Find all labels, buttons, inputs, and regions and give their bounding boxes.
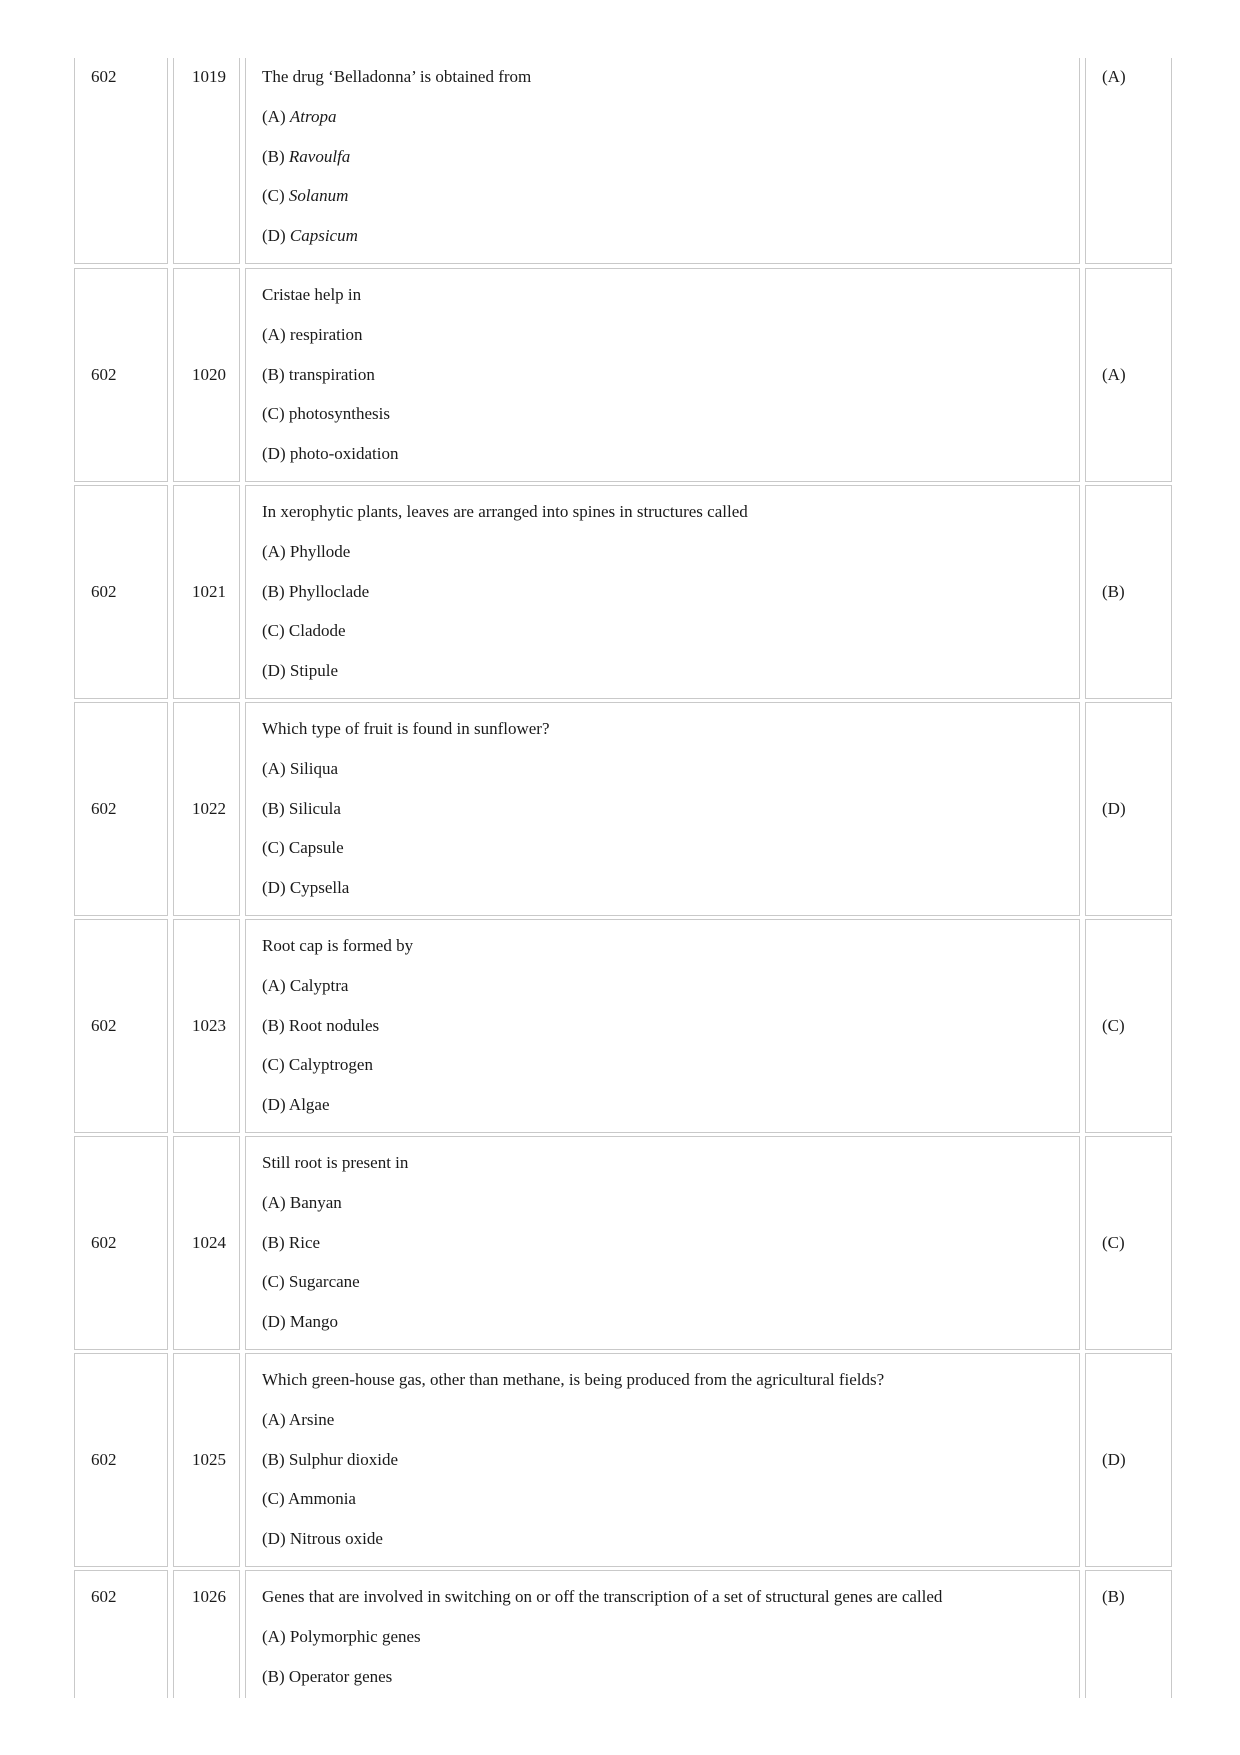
option-c: [262, 1489, 356, 1509]
question-number-cell: [173, 485, 240, 699]
option-a: [262, 1410, 334, 1430]
table-row: [74, 919, 1172, 1133]
table-row: [74, 1353, 1172, 1567]
option-label: (B): [262, 1666, 285, 1686]
answer-cell-text: (C): [1102, 1016, 1125, 1035]
question-cell: [245, 919, 1080, 1133]
subject-code-cell-text: 602: [91, 1450, 117, 1469]
subject-code-cell: [74, 702, 168, 916]
question-number-cell: [173, 58, 240, 264]
option-a: [262, 1193, 342, 1213]
question-text: Which green-house gas, other than methane, is being produced from the agricultural fields?: [262, 1370, 885, 1389]
answer-cell-text: (D): [1102, 799, 1126, 818]
subject-code-cell: [74, 919, 168, 1133]
option-a: [262, 1627, 421, 1647]
option-c: [262, 838, 344, 858]
option-b: [262, 147, 350, 167]
option-label: (D): [262, 878, 286, 898]
option-label: (B): [262, 581, 285, 601]
question-cell: [245, 58, 1080, 264]
option-label: (C): [262, 1489, 285, 1509]
option-text: Cypsella: [289, 878, 350, 898]
option-text: Calyptrogen: [288, 1055, 373, 1075]
subject-code-cell-text: 602: [91, 1016, 117, 1035]
option-label: (D): [262, 1095, 286, 1115]
option-c: [262, 404, 390, 424]
option-d: [262, 226, 358, 246]
option-text: Siliqua: [289, 758, 339, 778]
option-text: Banyan: [289, 1192, 342, 1212]
option-text: Nitrous oxide: [289, 1529, 383, 1549]
option-label: (B): [262, 798, 285, 818]
option-label: (C): [262, 1272, 285, 1292]
option-text: Rice: [288, 1232, 321, 1252]
option-text: Ammonia: [287, 1489, 356, 1509]
answer-cell: [1085, 485, 1172, 699]
option-text: Silicula: [288, 798, 341, 818]
answer-cell: [1085, 1353, 1172, 1567]
subject-code-cell: [74, 1136, 168, 1350]
option-text: respiration: [289, 324, 363, 344]
option-label: (B): [262, 146, 285, 166]
answer-cell: [1085, 702, 1172, 916]
option-label: (A): [262, 758, 286, 778]
subject-code-cell: [74, 268, 168, 482]
question-number-cell: [173, 702, 240, 916]
option-label: (A): [262, 541, 286, 561]
option-label: (C): [262, 838, 285, 858]
subject-code-cell-text: 602: [91, 799, 117, 818]
option-text: Stipule: [289, 661, 339, 681]
question-cell: [245, 268, 1080, 482]
question-cell: [245, 1570, 1080, 1698]
question-text: Still root is present in: [262, 1153, 409, 1172]
option-a: [262, 976, 348, 996]
option-d: [262, 1529, 383, 1549]
answer-cell-text: (B): [1102, 582, 1125, 601]
answer-cell: [1085, 268, 1172, 482]
option-d: [262, 661, 338, 681]
option-text: Atropa: [289, 106, 337, 126]
option-text: Capsule: [288, 838, 344, 858]
option-text: Phylloclade: [288, 581, 370, 601]
option-label: (A): [262, 975, 286, 995]
option-a: [262, 107, 336, 127]
option-text: Polymorphic genes: [289, 1626, 421, 1646]
question-number-cell-text: 1021: [192, 582, 226, 601]
question-number-cell-text: 1023: [192, 1016, 226, 1035]
subject-code-cell-text: 602: [91, 67, 117, 86]
option-label: (B): [262, 1449, 285, 1469]
question-cell: [245, 485, 1080, 699]
question-text: In xerophytic plants, leaves are arranged into spines in structures called: [262, 502, 748, 521]
answer-cell-text: (A): [1102, 365, 1126, 384]
question-number-cell: [173, 1136, 240, 1350]
question-number-cell-text: 1020: [192, 365, 226, 384]
subject-code-cell-text: 602: [91, 1233, 117, 1252]
answer-cell: [1085, 919, 1172, 1133]
option-d: [262, 1312, 338, 1332]
answer-cell: [1085, 58, 1172, 264]
question-number-cell-text: 1024: [192, 1233, 226, 1252]
option-text: photosynthesis: [288, 404, 390, 424]
question-text: The drug ‘Belladonna’ is obtained from: [262, 67, 532, 86]
question-text: Cristae help in: [262, 285, 362, 304]
option-text: transpiration: [288, 364, 375, 384]
option-b: [262, 1450, 398, 1470]
answer-cell: [1085, 1136, 1172, 1350]
answer-cell-text: (A): [1102, 67, 1126, 86]
option-d: [262, 878, 349, 898]
option-text: photo-oxidation: [289, 444, 399, 464]
answer-cell-text: (B): [1102, 1587, 1125, 1606]
subject-code-cell-text: 602: [91, 582, 117, 601]
question-number-cell-text: 1019: [192, 67, 226, 86]
option-label: (D): [262, 444, 286, 464]
option-label: (D): [262, 1312, 286, 1332]
option-text: Arsine: [288, 1409, 335, 1429]
option-a: [262, 325, 363, 345]
option-c: [262, 186, 348, 206]
option-b: [262, 799, 341, 819]
option-a: [262, 759, 338, 779]
option-b: [262, 1233, 320, 1253]
option-label: (A): [262, 1409, 286, 1429]
table-row: [74, 58, 1172, 264]
question-text: Root cap is formed by: [262, 936, 414, 955]
table-row: [74, 1570, 1172, 1698]
option-c: [262, 1055, 373, 1075]
option-label: (A): [262, 1626, 286, 1646]
option-b: [262, 582, 369, 602]
option-label: (C): [262, 186, 285, 206]
question-text: Which type of fruit is found in sunflower?: [262, 719, 550, 738]
option-text: Solanum: [288, 186, 349, 206]
option-label: (A): [262, 1192, 286, 1212]
question-text: Genes that are involved in switching on or off the transcription of a set of structural genes are called: [262, 1587, 943, 1606]
option-label: (A): [262, 106, 286, 126]
table-row: [74, 1136, 1172, 1350]
option-b: [262, 365, 375, 385]
question-cell: [245, 1353, 1080, 1567]
subject-code-cell: [74, 485, 168, 699]
option-text: Operator genes: [288, 1666, 393, 1686]
subject-code-cell: [74, 1353, 168, 1567]
option-text: Capsicum: [289, 226, 358, 246]
subject-code-cell: [74, 1570, 168, 1698]
option-c: [262, 1272, 360, 1292]
option-text: Sugarcane: [288, 1272, 360, 1292]
table-row: [74, 702, 1172, 916]
question-number-cell: [173, 268, 240, 482]
table-row: [74, 268, 1172, 482]
question-cell: [245, 1136, 1080, 1350]
question-number-cell-text: 1025: [192, 1450, 226, 1469]
table-row: [74, 485, 1172, 699]
option-label: (A): [262, 324, 286, 344]
question-number-cell-text: 1026: [192, 1587, 226, 1606]
subject-code-cell: [74, 58, 168, 264]
question-number-cell: [173, 1353, 240, 1567]
option-text: Root nodules: [288, 1015, 380, 1035]
subject-code-cell-text: 602: [91, 1587, 117, 1606]
option-label: (D): [262, 1529, 286, 1549]
option-b: [262, 1016, 379, 1036]
option-label: (D): [262, 661, 286, 681]
subject-code-cell-text: 602: [91, 365, 117, 384]
option-a: [262, 542, 350, 562]
option-d: [262, 444, 398, 464]
option-label: (C): [262, 1055, 285, 1075]
question-table: [74, 58, 1172, 1698]
option-text: Calyptra: [289, 975, 349, 995]
option-text: Sulphur dioxide: [288, 1449, 399, 1469]
option-label: (B): [262, 1015, 285, 1035]
option-label: (B): [262, 364, 285, 384]
option-d: [262, 1095, 330, 1115]
option-c: [262, 621, 346, 641]
option-text: Phyllode: [289, 541, 351, 561]
question-cell: [245, 702, 1080, 916]
question-number-cell: [173, 1570, 240, 1698]
option-label: (B): [262, 1232, 285, 1252]
option-label: (C): [262, 621, 285, 641]
option-b: [262, 1667, 392, 1687]
option-text: Ravoulfa: [288, 146, 351, 166]
question-number-cell-text: 1022: [192, 799, 226, 818]
option-text: Cladode: [288, 621, 346, 641]
option-text: Algae: [288, 1095, 330, 1115]
option-text: Mango: [289, 1312, 339, 1332]
option-label: (D): [262, 226, 286, 246]
option-label: (C): [262, 404, 285, 424]
question-number-cell: [173, 919, 240, 1133]
answer-cell-text: (C): [1102, 1233, 1125, 1252]
answer-cell: [1085, 1570, 1172, 1698]
answer-cell-text: (D): [1102, 1450, 1126, 1469]
